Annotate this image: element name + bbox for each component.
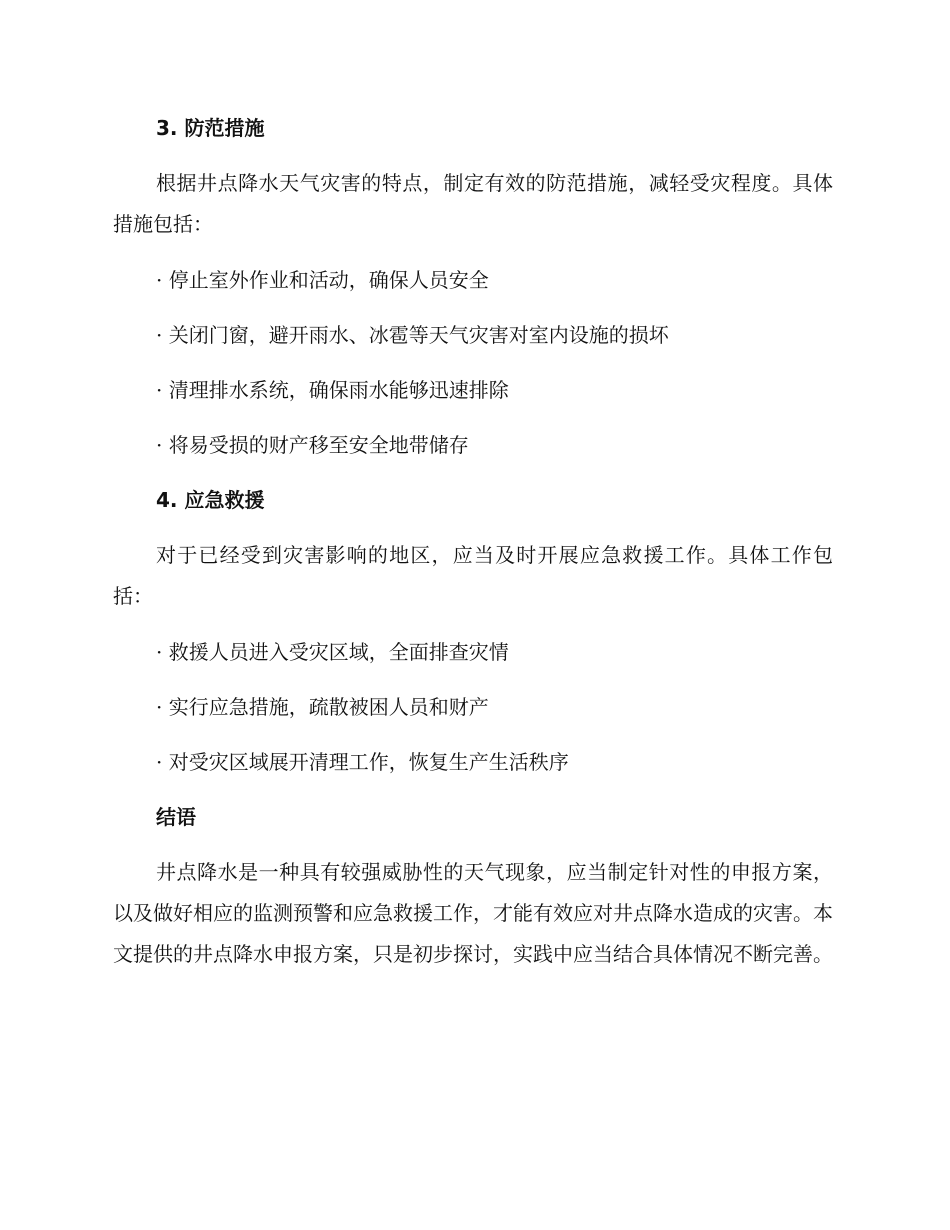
bullet-item: · 停止室外作业和活动，确保人员安全: [156, 268, 489, 292]
bullet-item: · 对受灾区域展开清理工作，恢复生产生活秩序: [156, 750, 569, 774]
section-heading-emergency-rescue: 4. 应急救援: [156, 488, 265, 512]
section-heading-conclusion: 结语: [156, 805, 196, 829]
bullet-item: · 关闭门窗，避开雨水、冰雹等天气灾害对室内设施的损坏: [156, 323, 669, 347]
bullet-item: · 实行应急措施，疏散被困人员和财产: [156, 695, 489, 719]
document-body: [113, 108, 833, 990]
section-heading-prevention: 3. 防范措施: [156, 116, 265, 140]
section-paragraph-prevention: 根据井点降水天气灾害的特点，制定有效的防范措施，减轻受灾程度。具体措施包括：: [113, 171, 833, 236]
section-paragraph-conclusion: 井点降水是一种具有较强威胁性的天气现象，应当制定针对性的申报方案，以及做好相应的监测预警和应急救援工作，才能有效应对井点降水造成的灾害。本文提供的井点降水申报方案，只是初步探讨，实践中应当结合具体情况不断完善。: [113, 860, 833, 966]
bullet-item: · 清理排水系统，确保雨水能够迅速排除: [156, 378, 509, 402]
section-paragraph-emergency-rescue: 对于已经受到灾害影响的地区，应当及时开展应急救援工作。具体工作包括：: [113, 543, 833, 608]
bullet-item: · 救援人员进入受灾区域，全面排查灾情: [156, 640, 509, 664]
bullet-item: · 将易受损的财产移至安全地带储存: [156, 433, 469, 457]
